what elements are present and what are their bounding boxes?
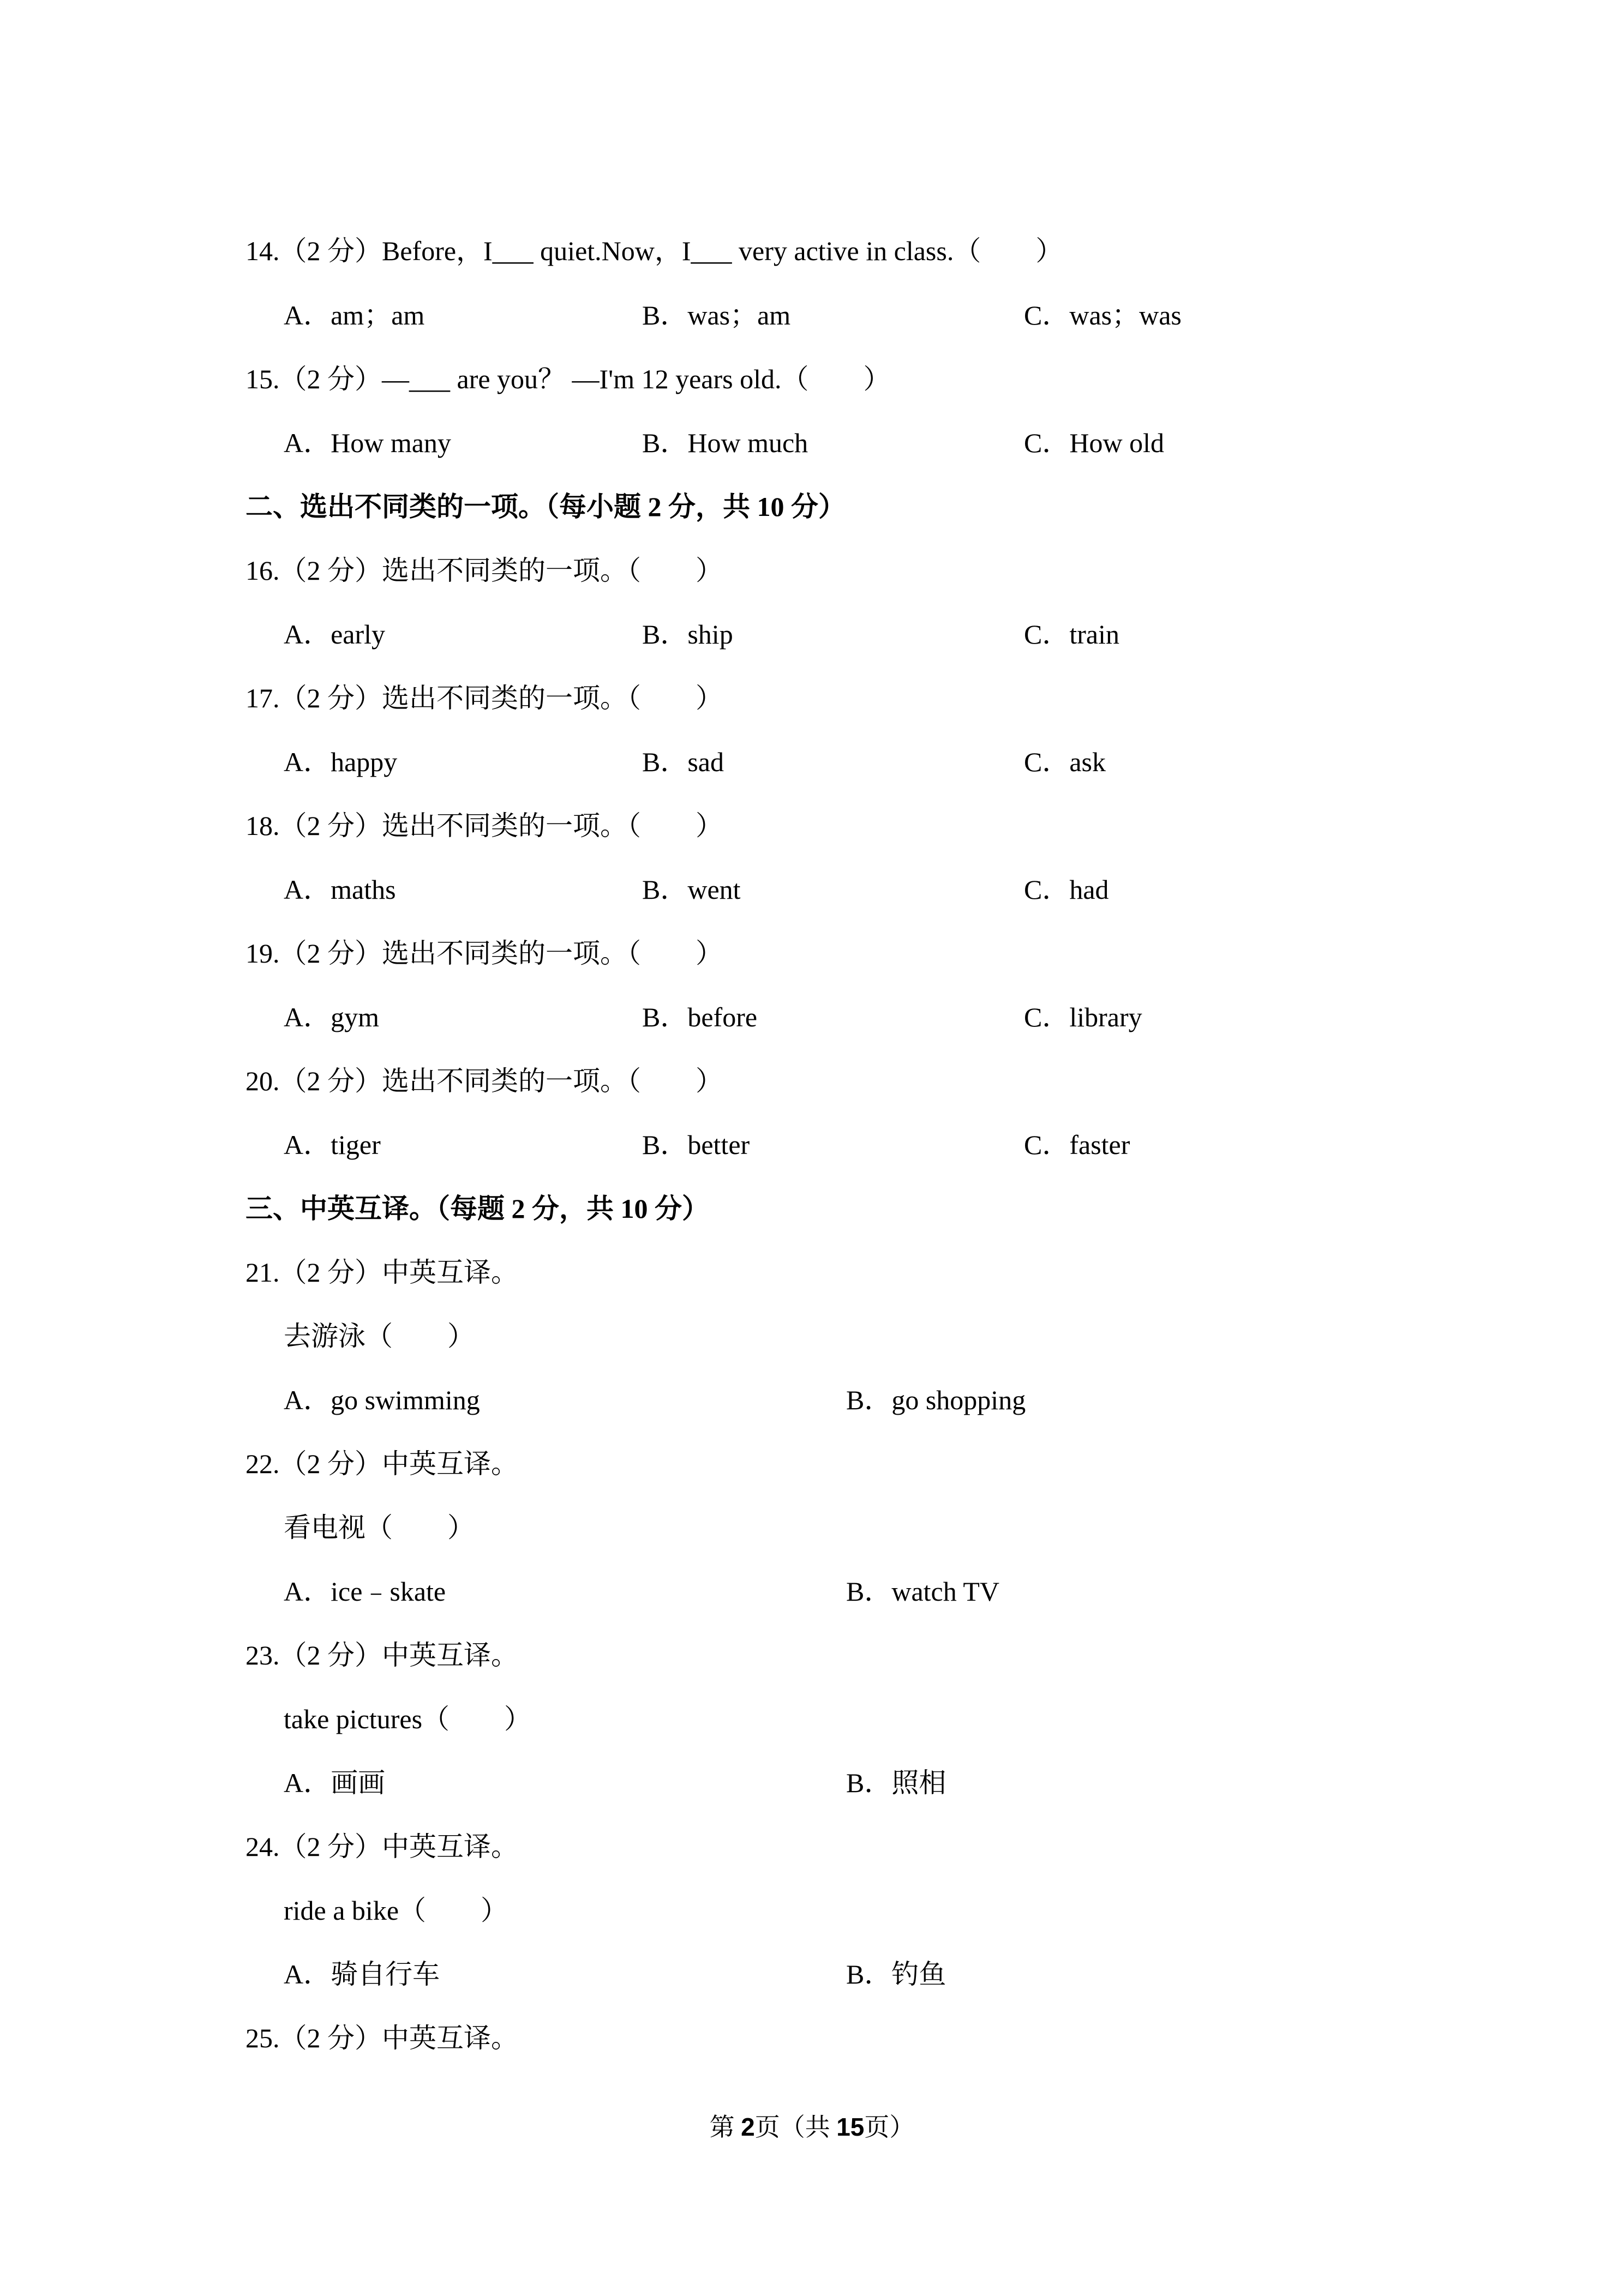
option-b[interactable]: B．sad [642, 747, 724, 777]
option-b[interactable]: B．better [642, 1129, 750, 1160]
footer-prefix: 第 [709, 2113, 741, 2141]
section-3-heading [0, 1184, 1624, 1233]
option-b[interactable]: B．go shopping [846, 1385, 1026, 1415]
question-stem: 18.（2 分）选出不同类的一项。（ ） [245, 810, 723, 841]
question-24 [0, 1822, 1624, 1871]
question-stem: 14.（2 分）Before，I___ quiet.Now，I___ very active in class.（ ） [245, 236, 1063, 266]
footer-mid: 页（共 [754, 2113, 837, 2141]
option-c[interactable]: C．had [1024, 874, 1109, 905]
option-a[interactable]: A．骑自行车 [284, 1959, 440, 1990]
option-a[interactable]: A．ice﹣skate [284, 1576, 446, 1607]
option-b[interactable]: B．照相 [846, 1768, 946, 1798]
page-footer [0, 2111, 1624, 2144]
option-c[interactable]: C．library [1024, 1002, 1142, 1032]
question-18-options [0, 865, 1624, 914]
question-prompt: ride a bike（ ） [284, 1895, 508, 1926]
option-c[interactable]: C．How old [1024, 428, 1164, 458]
section-2-heading [0, 482, 1624, 531]
question-22-options [0, 1567, 1624, 1616]
option-b[interactable]: B．was；am [642, 300, 791, 330]
question-15-options [0, 418, 1624, 467]
footer-suffix: 页） [864, 2113, 915, 2141]
question-23-prompt [0, 1694, 1624, 1744]
option-a[interactable]: A．happy [284, 747, 398, 777]
question-14-options [0, 291, 1624, 340]
option-b[interactable]: B．watch TV [846, 1576, 999, 1607]
page-total: 15 [836, 2113, 865, 2141]
page-number: 2 [741, 2113, 755, 2141]
question-15 [0, 354, 1624, 404]
question-prompt: 看电视（ ） [284, 1512, 475, 1543]
question-18 [0, 801, 1624, 850]
option-a[interactable]: A．go swimming [284, 1385, 480, 1415]
question-stem: 17.（2 分）选出不同类的一项。（ ） [245, 683, 723, 713]
question-prompt: take pictures（ ） [284, 1704, 532, 1734]
option-a[interactable]: A．画画 [284, 1768, 386, 1798]
option-b[interactable]: B．How much [642, 428, 808, 458]
question-23 [0, 1631, 1624, 1680]
option-c[interactable]: C．ask [1024, 747, 1106, 777]
question-20 [0, 1056, 1624, 1105]
question-prompt: 去游泳（ ） [284, 1321, 475, 1351]
option-a[interactable]: A．am；am [284, 300, 425, 330]
question-21 [0, 1248, 1624, 1297]
question-stem: 25.（2 分）中英互译。 [245, 2023, 518, 2053]
question-stem: 22.（2 分）中英互译。 [245, 1448, 518, 1479]
question-14 [0, 226, 1624, 275]
section-title: 二、选出不同类的一项。（每小题 2 分，共 10 分） [245, 491, 846, 522]
question-17-options [0, 737, 1624, 786]
option-a[interactable]: A．early [284, 619, 386, 650]
question-21-prompt [0, 1312, 1624, 1361]
question-21-options [0, 1375, 1624, 1425]
question-stem: 20.（2 分）选出不同类的一项。（ ） [245, 1066, 723, 1096]
question-24-prompt [0, 1886, 1624, 1935]
option-b[interactable]: B．went [642, 874, 741, 905]
question-19-options [0, 993, 1624, 1042]
option-a[interactable]: A．tiger [284, 1129, 381, 1160]
option-c[interactable]: C．faster [1024, 1129, 1130, 1160]
question-24-options [0, 1950, 1624, 1999]
question-stem: 16.（2 分）选出不同类的一项。（ ） [245, 555, 723, 586]
question-stem: 21.（2 分）中英互译。 [245, 1257, 518, 1288]
question-20-options [0, 1120, 1624, 1169]
question-stem: 24.（2 分）中英互译。 [245, 1831, 518, 1862]
option-b[interactable]: B．ship [642, 619, 733, 650]
question-23-options [0, 1758, 1624, 1807]
question-stem: 23.（2 分）中英互译。 [245, 1640, 518, 1670]
option-a[interactable]: A．gym [284, 1002, 379, 1032]
question-25 [0, 2013, 1624, 2063]
question-17 [0, 674, 1624, 723]
question-16-options [0, 610, 1624, 659]
option-c[interactable]: C．train [1024, 619, 1119, 650]
question-22-prompt [0, 1503, 1624, 1552]
question-19 [0, 929, 1624, 978]
option-c[interactable]: C．was；was [1024, 300, 1182, 330]
option-a[interactable]: A．How many [284, 428, 451, 458]
question-22 [0, 1439, 1624, 1488]
question-stem: 19.（2 分）选出不同类的一项。（ ） [245, 938, 723, 969]
question-stem: 15.（2 分）—___ are you？ —I'm 12 years old.（ ） [245, 364, 891, 394]
option-b[interactable]: B．before [642, 1002, 758, 1032]
question-16 [0, 546, 1624, 595]
option-a[interactable]: A．maths [284, 874, 396, 905]
section-title: 三、中英互译。（每题 2 分，共 10 分） [245, 1193, 709, 1224]
option-b[interactable]: B．钓鱼 [846, 1959, 946, 1990]
